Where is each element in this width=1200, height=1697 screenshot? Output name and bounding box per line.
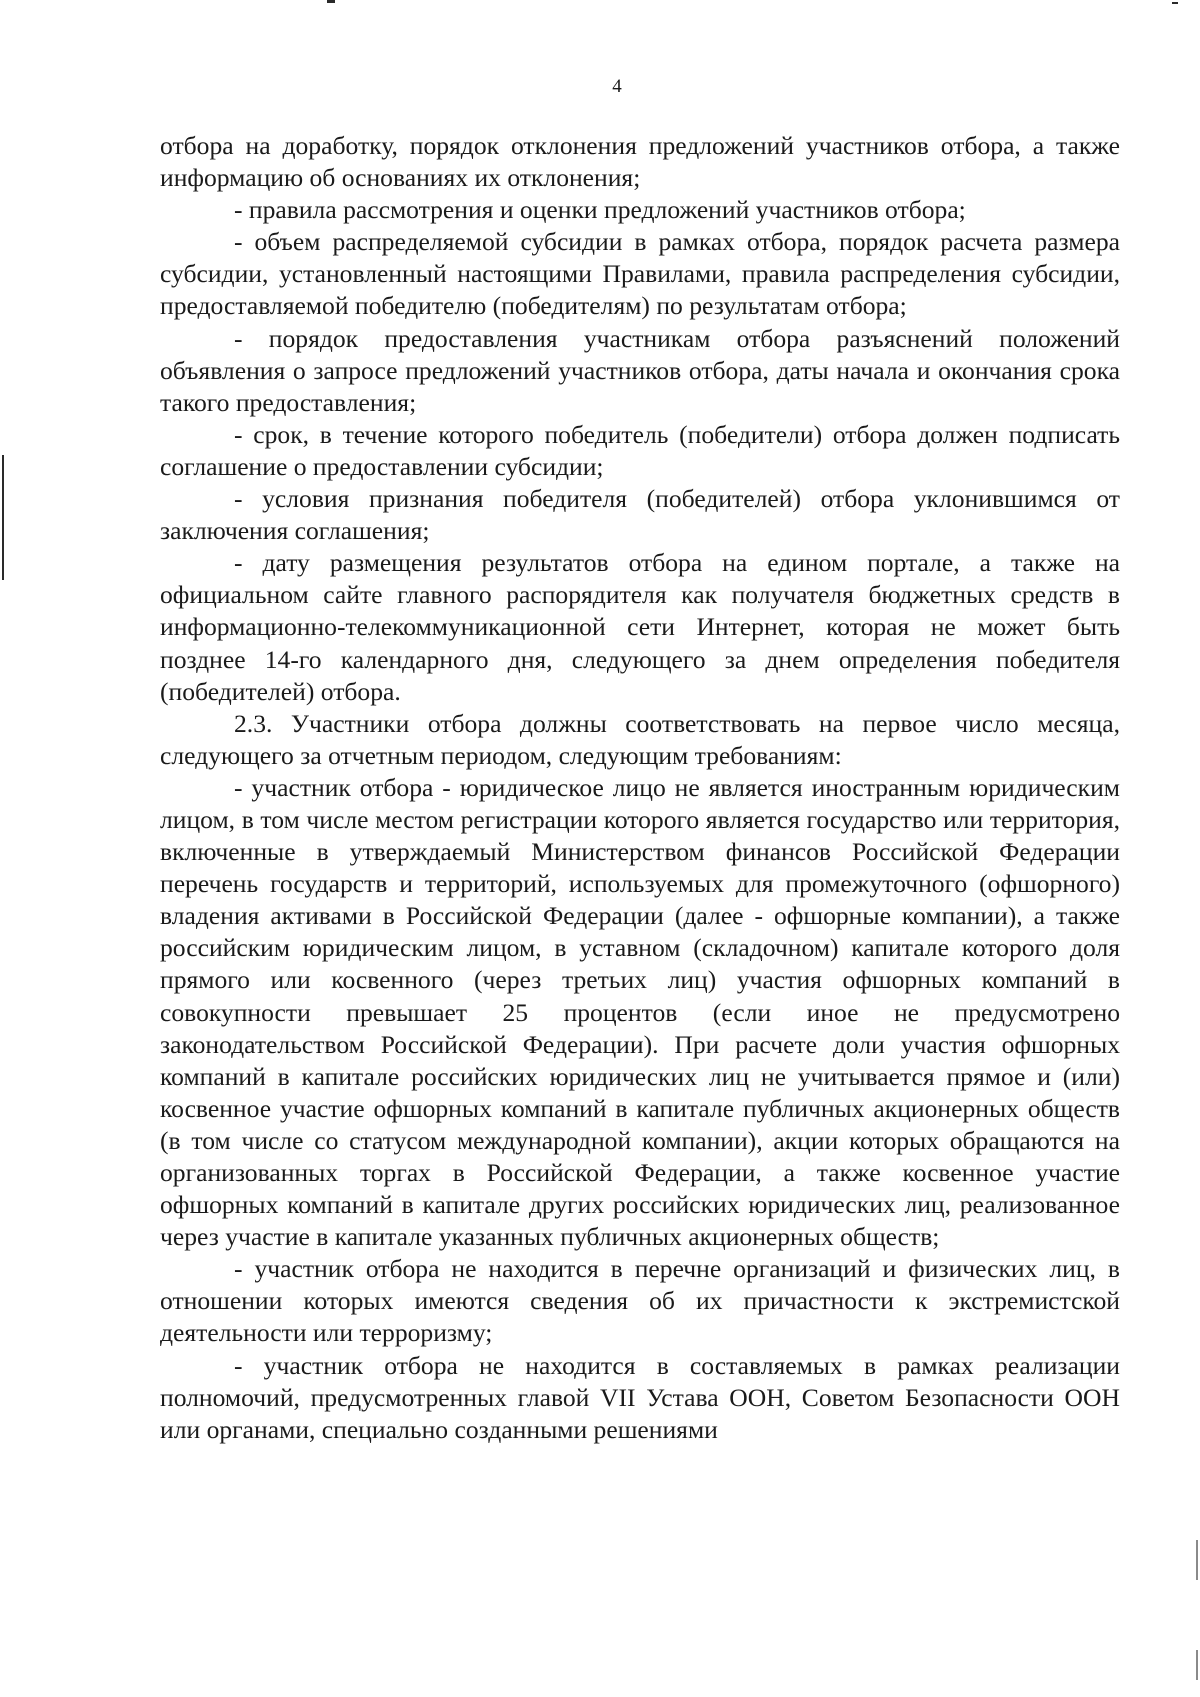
list-item-evasion-conditions: - условия признания победителя (победителей) отбора уклонившимся от заключения соглашения;: [160, 484, 1120, 546]
requirement-offshore: - участник отбора - юридическое лицо не является иностранным юридическим лицом, в том числе местом регистрации которого является государство или территория, включенные в утверждаемый Министерством финансов Российской Федерации перечень государств и территорий, используемых для промежуточного (офшорного) владения активами в Российской Федерации (далее - офшорные компании), а также российским юридическим лицом, в уставном (складочном) капитале которого доля прямого или косвенного (через третьих лиц) участия офшорных компаний в совокупности превышает 25 процентов (если иное не предусмотрено законодательством Российской Федерации). При расчете доли участия офшорных компаний в капитале российских юридических лиц не учитывается прямое и (или) косвенное участие офшорных компаний в капитале публичных акционерных обществ (в том числе со статусом международной компании), акции которых обращаются на организованных торгах в Российской Федерации, а также косвенное участие офшорных компаний в капитале других российских юридических лиц, реализованное через участие в капитале указанных публичных акционерных обществ;: [160, 772, 1120, 1252]
scan-artifact-left-edge: [2, 455, 4, 580]
section-2-3-intro: 2.3. Участники отбора должны соответствовать на первое число месяца, следующего за отчетным периодом, следующим требованиям:: [160, 708, 1120, 770]
requirement-un-lists: - участник отбора не находится в составляемых в рамках реализации полномочий, предусмотренных главой VII Устава ООН, Советом Безопасности ООН или органами, специально созданными решениями: [160, 1350, 1120, 1444]
list-item-signing-deadline: - срок, в течение которого победитель (победители) отбора должен подписать соглашение о предоставлении субсидии;: [160, 419, 1120, 481]
requirement-extremism-list: - участник отбора не находится в перечне организаций и физических лиц, в отношении которых имеются сведения об их причастности к экстремистской деятельности или терроризму;: [160, 1254, 1120, 1348]
list-item-results-date: - дату размещения результатов отбора на едином портале, а также на официальном сайте главного распорядителя как получателя бюджетных средств в информационно-телекоммуникационной сети Интернет, которая не может быть позднее 14-го календарного дня, следующего за днем определения победителя (победителей) отбора.: [160, 548, 1120, 706]
document-body: [160, 130, 1120, 1446]
scan-artifact-right-edge-lower: [1196, 1650, 1198, 1680]
list-item-subsidy-volume: - объем распределяемой субсидии в рамках отбора, порядок расчета размера субсидии, установленный настоящими Правилами, правила распределения субсидии, предоставляемой победителю (победителям) по результатам отбора;: [160, 227, 1120, 321]
list-item-review-rules: - правила рассмотрения и оценки предложений участников отбора;: [234, 195, 966, 225]
scan-artifact-right-edge: [1196, 1540, 1198, 1580]
scan-artifact-top: [327, 0, 335, 3]
page-number: 4: [612, 76, 622, 97]
paragraph-continuation: отбора на доработку, порядок отклонения предложений участников отбора, а также информацию об основаниях их отклонения;: [160, 131, 1120, 193]
scan-artifact-top-right: [1172, 2, 1178, 4]
list-item-clarification-procedure: - порядок предоставления участникам отбора разъяснений положений объявления о запросе предложений участников отбора, даты начала и окончания срока такого предоставления;: [160, 323, 1120, 417]
